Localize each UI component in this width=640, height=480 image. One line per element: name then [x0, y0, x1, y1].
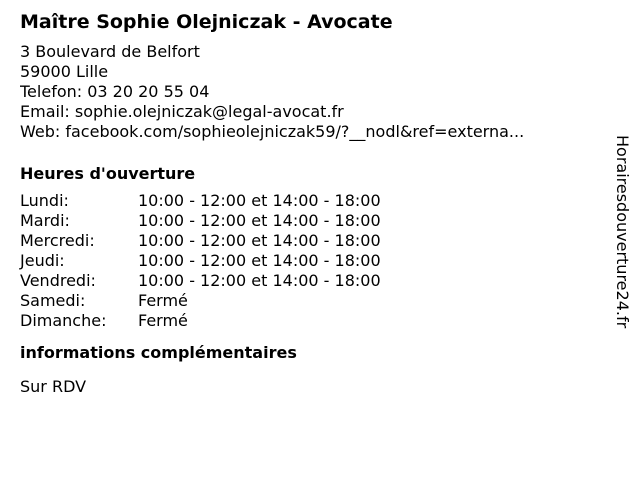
watermark-text: Horairesdouverture24.fr — [613, 135, 632, 329]
extra-info-text: Sur RDV — [20, 377, 87, 396]
hours-row — [20, 211, 590, 231]
day-label: Mardi: — [20, 211, 70, 230]
day-hours: 10:00 - 12:00 et 14:00 - 18:00 — [138, 231, 381, 250]
hours-table — [20, 191, 590, 331]
phone-number[interactable]: Telefon: 03 20 20 55 04 — [20, 82, 210, 101]
hours-row — [20, 291, 590, 311]
day-label: Samedi: — [20, 291, 86, 310]
website-link[interactable]: Web: facebook.com/sophieolejniczak59/?__nodl&ref=externa... — [20, 122, 525, 141]
hours-row — [20, 271, 590, 291]
business-title: Maître Sophie Olejniczak - Avocate — [20, 11, 393, 33]
hours-row — [20, 251, 590, 271]
day-label: Dimanche: — [20, 311, 107, 330]
day-hours: 10:00 - 12:00 et 14:00 - 18:00 — [138, 271, 381, 290]
day-hours: 10:00 - 12:00 et 14:00 - 18:00 — [138, 251, 381, 270]
address-block — [20, 42, 590, 142]
city-address: 59000 Lille — [20, 62, 109, 81]
day-label: Jeudi: — [20, 251, 65, 270]
day-label: Vendredi: — [20, 271, 96, 290]
day-hours: Fermé — [138, 291, 188, 310]
day-label: Mercredi: — [20, 231, 95, 250]
extra-info-heading: informations complémentaires — [20, 343, 297, 362]
listing-card — [20, 10, 590, 397]
day-label: Lundi: — [20, 191, 69, 210]
hours-row — [20, 311, 590, 331]
email-link[interactable]: Email: sophie.olejniczak@legal-avocat.fr — [20, 102, 344, 121]
day-hours: Fermé — [138, 311, 188, 330]
day-hours: 10:00 - 12:00 et 14:00 - 18:00 — [138, 191, 381, 210]
hours-row — [20, 191, 590, 211]
hours-heading: Heures d'ouverture — [20, 164, 196, 183]
street-address: 3 Boulevard de Belfort — [20, 42, 200, 61]
day-hours: 10:00 - 12:00 et 14:00 - 18:00 — [138, 211, 381, 230]
hours-row — [20, 231, 590, 251]
